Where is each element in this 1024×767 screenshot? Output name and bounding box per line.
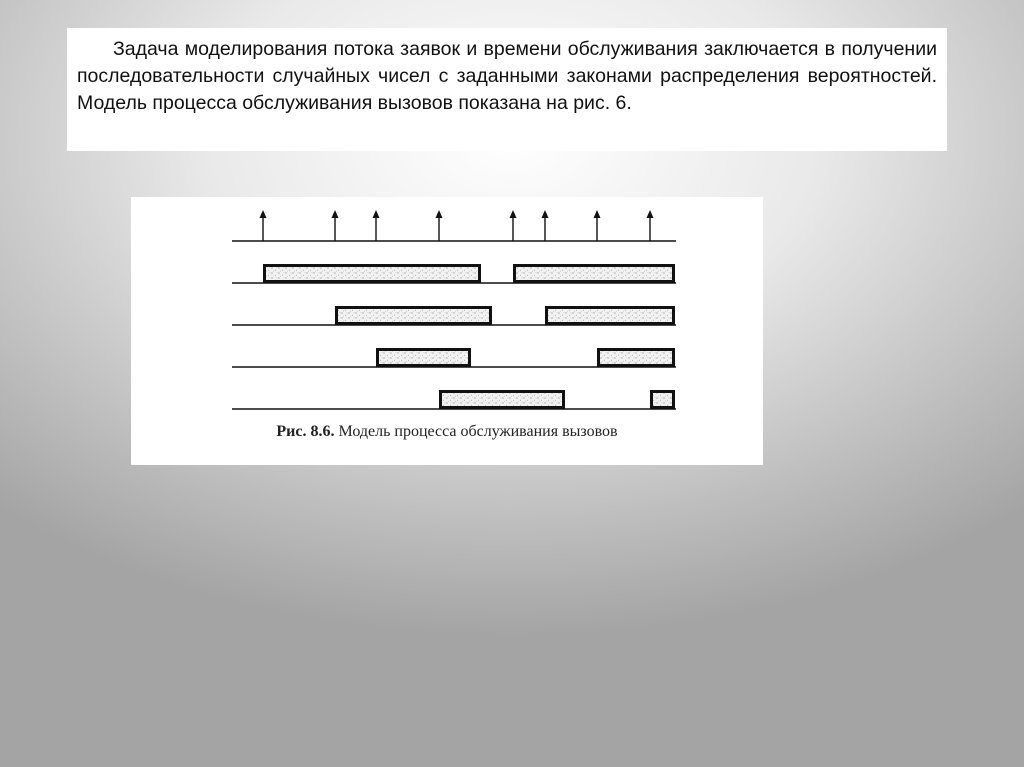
busy-interval-bar	[378, 350, 470, 366]
arrival-arrow-head	[332, 210, 339, 218]
service-model-figure	[131, 197, 763, 465]
service-process-diagram	[131, 197, 763, 422]
arrival-arrow-head	[260, 210, 267, 218]
busy-interval-bar	[599, 350, 674, 366]
figure-caption-text: Модель процесса обслуживания вызовов	[338, 423, 618, 440]
figure-caption-number: Рис. 8.6.	[276, 423, 335, 440]
arrival-arrow-head	[542, 210, 549, 218]
busy-interval-bar	[265, 266, 480, 282]
arrival-arrow-head	[373, 210, 380, 218]
figure-caption	[131, 423, 763, 441]
busy-interval-bar	[652, 392, 674, 408]
busy-interval-bar	[547, 308, 674, 324]
description-text-box	[67, 28, 947, 151]
arrival-arrow-head	[436, 210, 443, 218]
busy-interval-bar	[337, 308, 491, 324]
busy-interval-bar	[515, 266, 674, 282]
busy-interval-bar	[441, 392, 564, 408]
arrival-arrow-head	[510, 210, 517, 218]
arrival-arrow-head	[647, 210, 654, 218]
description-paragraph: Задача моделирования потока заявок и времени обслуживания заключается в получении последовательности случайных чисел с заданными законами распределения вероятностей. Модель процесса обслуживания вызовов показана на рис. 6.	[77, 38, 937, 114]
arrival-arrow-head	[594, 210, 601, 218]
